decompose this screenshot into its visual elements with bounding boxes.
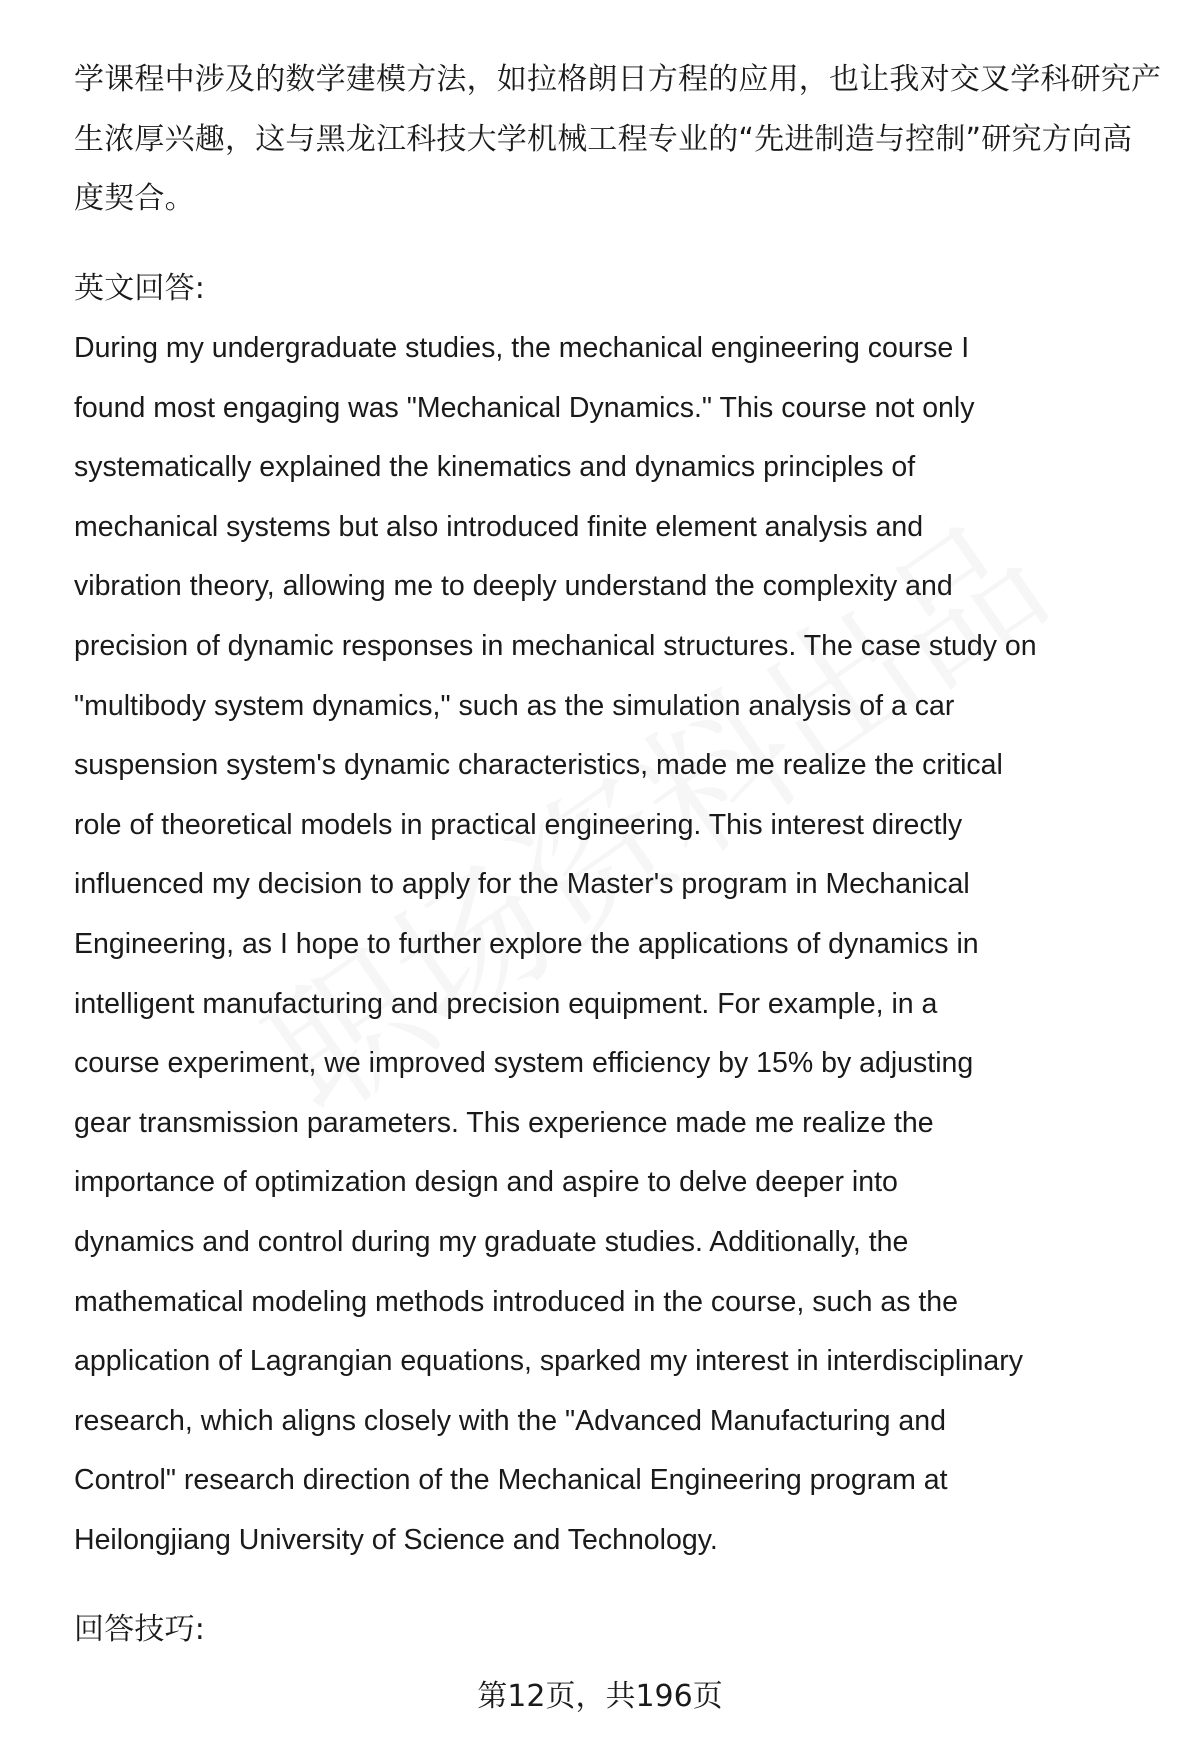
english-text-line: course experiment, we improved system efficiency by 15% by adjusting xyxy=(74,1047,974,1080)
chinese-text-line: 生浓厚兴趣，这与黑龙江科技大学机械工程专业的“先进制造与控制”研究方向高 xyxy=(74,121,1133,157)
page-number-footer: 第12页，共196页 xyxy=(477,1679,723,1714)
english-text-line: Control" research direction of the Mechanical Engineering program at xyxy=(74,1464,948,1497)
english-text-line: dynamics and control during my graduate studies. Additionally, the xyxy=(74,1226,909,1258)
english-text-line: found most engaging was "Mechanical Dynamics." This course not only xyxy=(74,391,975,424)
english-text-line: vibration theory, allowing me to deeply understand the complexity and xyxy=(74,570,953,603)
english-text-line: application of Lagrangian equations, sparked my interest in interdisciplinary xyxy=(74,1345,1023,1378)
english-answer-heading: 英文回答: xyxy=(74,271,206,306)
english-text-line: research, which aligns closely with the "Advanced Manufacturing and xyxy=(74,1404,946,1437)
chinese-text-line: 学课程中涉及的数学建模方法，如拉格朗日方程的应用，也让我对交叉学科研究产 xyxy=(74,62,1162,97)
english-text-line: role of theoretical models in practical engineering. This interest directly xyxy=(74,808,963,841)
english-text-line: precision of dynamic responses in mechanical structures. The case study on xyxy=(74,630,1037,662)
chinese-text-line: 度契合。 xyxy=(74,181,195,217)
english-text-line: influenced my decision to apply for the Master's program in Mechanical xyxy=(74,868,970,901)
english-text-line: "multibody system dynamics," such as the simulation analysis of a car xyxy=(74,689,955,722)
english-text-line: gear transmission parameters. This experience made me realize the xyxy=(74,1106,934,1139)
english-text-line: mechanical systems but also introduced finite element analysis and xyxy=(74,510,924,543)
english-text-line: intelligent manufacturing and precision equipment. For example, in a xyxy=(74,987,938,1020)
english-text-line: systematically explained the kinematics and dynamics principles of xyxy=(74,451,916,484)
english-text-line: mathematical modeling methods introduced in the course, such as the xyxy=(74,1285,958,1318)
english-text-line: suspension system's dynamic characteristics, made me realize the critical xyxy=(74,749,1003,782)
english-text-line: Heilongjiang University of Science and Technology. xyxy=(74,1524,718,1556)
english-text-line: Engineering, as I hope to further explore the applications of dynamics in xyxy=(74,928,979,960)
tips-heading: 回答技巧: xyxy=(74,1612,206,1647)
english-text-line: During my undergraduate studies, the mechanical engineering course I xyxy=(74,332,970,364)
english-text-line: importance of optimization design and aspire to delve deeper into xyxy=(74,1166,898,1199)
